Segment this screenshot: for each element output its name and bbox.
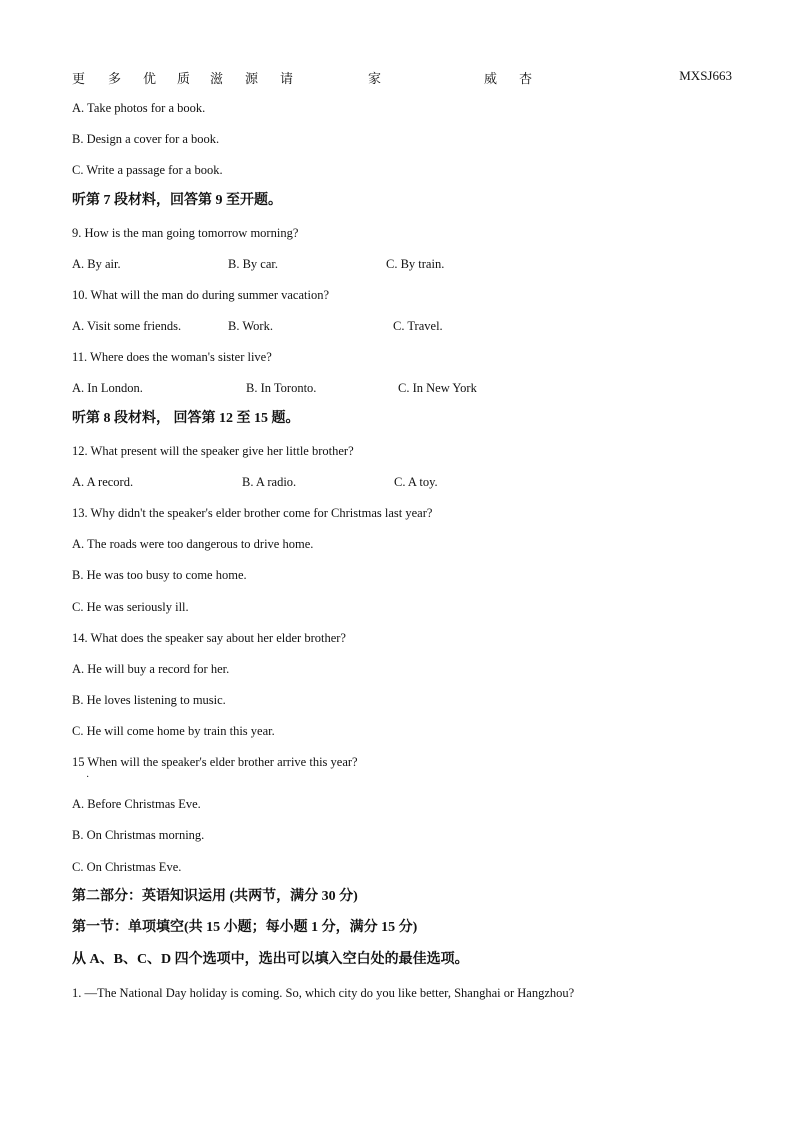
option-line: B. On Christmas morning. <box>72 828 205 842</box>
header-char: 更 <box>72 71 86 86</box>
header-char: 滋 <box>210 71 224 86</box>
option-line: A. Before Christmas Eve. <box>72 797 201 811</box>
option-a: A. In London. <box>72 381 143 395</box>
question-text: 13. Why didn't the speaker's elder brother come for Christmas last year? <box>72 506 433 520</box>
header-char: 源 <box>245 71 259 86</box>
option-a: A. By air. <box>72 257 121 271</box>
document-code: MXSJ663 <box>679 68 732 83</box>
stray-dot: · <box>86 772 90 783</box>
question-text: 14. What does the speaker say about her elder brother? <box>72 631 346 645</box>
instruction-text: 从 A、B、C、D 四个选项中，选出可以填入空白处的最佳选项。 <box>72 952 469 967</box>
header-char: 威 <box>484 71 498 86</box>
option-line: A. Take photos for a book. <box>72 101 206 115</box>
section-heading: 听第 7 段材料，回答第 9 至开题。 <box>72 193 282 208</box>
question-text: 9. How is the man going tomorrow morning? <box>72 226 299 240</box>
option-a: A. A record. <box>72 475 134 489</box>
option-line: C. He was seriously ill. <box>72 600 189 614</box>
option-b: B. Work. <box>228 319 273 333</box>
option-line: C. On Christmas Eve. <box>72 860 182 874</box>
option-b: B. In Toronto. <box>246 381 317 395</box>
option-line: A. He will buy a record for her. <box>72 662 230 676</box>
header-char: 优 <box>143 71 157 86</box>
option-c: C. Travel. <box>393 319 443 333</box>
option-line: B. He loves listening to music. <box>72 693 226 707</box>
option-line: B. Design a cover for a book. <box>72 132 220 146</box>
option-line: C. Write a passage for a book. <box>72 163 223 177</box>
option-c: C. In New York <box>398 381 477 395</box>
option-b: B. A radio. <box>242 475 297 489</box>
header-char: 家 <box>368 71 382 86</box>
header-char: 杏 <box>519 71 533 86</box>
question-text: 1. —The National Day holiday is coming. So, which city do you like better, Shanghai or Hangzhou? <box>72 986 575 1000</box>
option-line: B. He was too busy to come home. <box>72 568 247 582</box>
section-heading: 第一节：单项填空(共 15 小题；每小题 1 分，满分 15 分) <box>72 920 418 935</box>
part-heading: 第二部分：英语知识运用 (共两节，满分 30 分) <box>72 889 358 904</box>
question-text: 10. What will the man do during summer vacation? <box>72 288 330 302</box>
option-b: B. By car. <box>228 257 278 271</box>
question-text: 12. What present will the speaker give her little brother? <box>72 444 354 458</box>
option-line: C. He will come home by train this year. <box>72 724 275 738</box>
header-char: 多 <box>108 71 122 86</box>
question-text: 15 When will the speaker's elder brother arrive this year? <box>72 755 358 769</box>
header-char: 质 <box>177 71 191 86</box>
page-header <box>72 68 732 86</box>
section-heading: 听第 8 段材料， 回答第 12 至 15 题。 <box>72 411 300 426</box>
option-a: A. Visit some friends. <box>72 319 182 333</box>
header-char: 请 <box>280 71 294 86</box>
option-c: C. By train. <box>386 257 445 271</box>
option-line: A. The roads were too dangerous to drive home. <box>72 537 314 551</box>
option-c: C. A toy. <box>394 475 438 489</box>
question-text: 11. Where does the woman's sister live? <box>72 350 272 364</box>
